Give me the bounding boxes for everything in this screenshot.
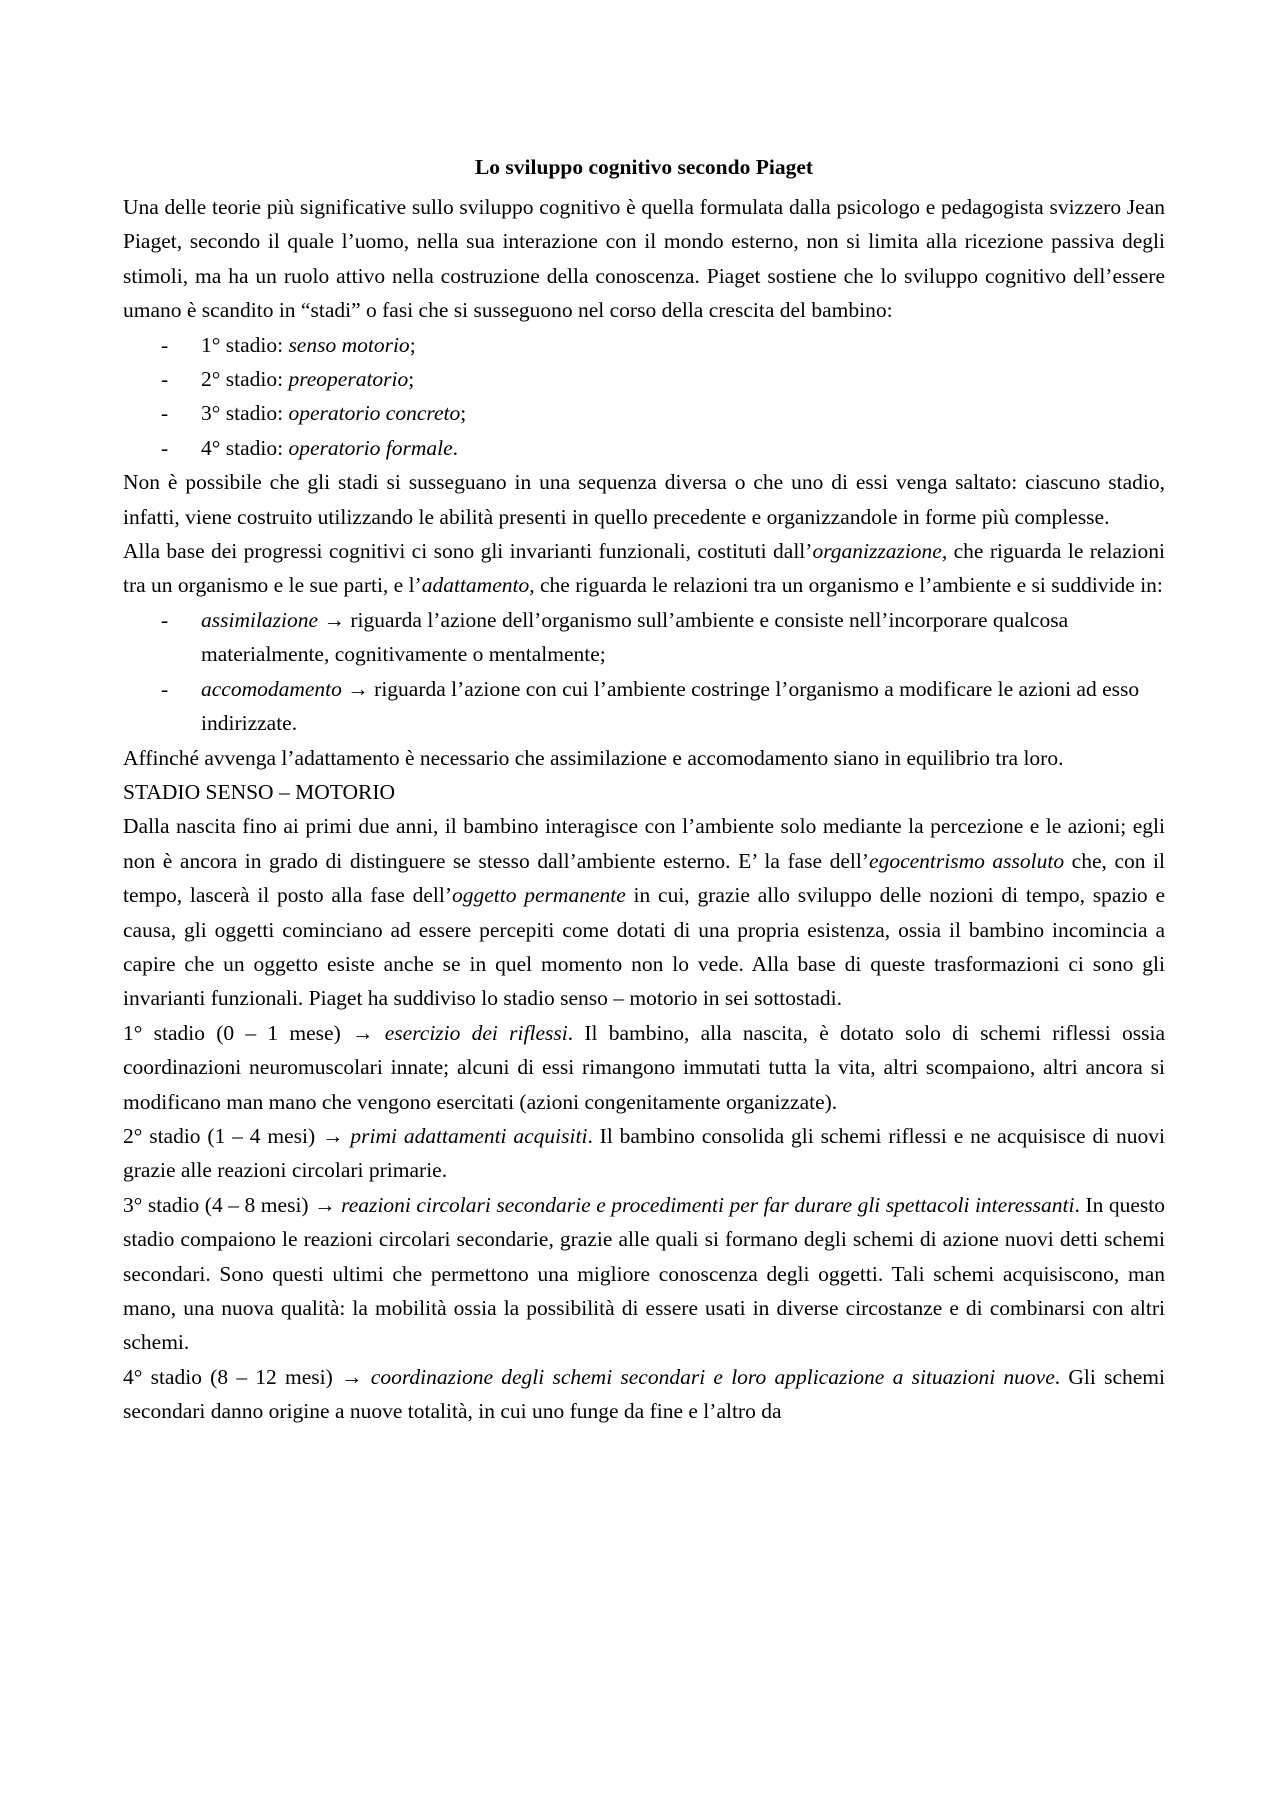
stage-name: preoperatorio (288, 367, 409, 392)
term: assimilazione (201, 607, 319, 632)
list-item: - 2° stadio: preoperatorio; (161, 367, 415, 392)
section-heading: STADIO SENSO – MOTORIO (123, 779, 396, 804)
substage-paragraph: 1° stadio (0 – 1 mese) → esercizio dei riflessi. Il bambino, alla nascita, è dotato solo di schemi riflessi ossia coordinazioni neuromuscolari innate; alcuni di essi rimangono immutati tutta la vita, altri scompaiono, altri ancora si modificano man mano che vengono esercitati (azioni congenitamente organizzate). (123, 1020, 1166, 1114)
page-title: Lo sviluppo cognitivo secondo Piaget (474, 155, 814, 179)
adaptation-list (123, 603, 1165, 741)
stage-name: operatorio formale (288, 435, 453, 460)
arrow-icon: → (318, 607, 351, 632)
list-item: - assimilazione → riguarda l’azione dell’organismo sull’ambiente e consiste nell’incorporare qualcosa materialmente, cognitivamente o mentalmente; (161, 607, 1069, 667)
term: accomodamento (201, 676, 342, 701)
sensomotor-paragraph: Dalla nascita fino ai primi due anni, il bambino interagisce con l’ambiente solo mediante la percezione e le azioni; egli non è ancora in grado di distinguere se stesso dall’ambiente esterno. E’ la fase dell’egocentrismo assoluto che, con il tempo, lascerà il posto alla fase dell’oggetto permanente in cui, grazie allo sviluppo delle nozioni di tempo, spazio e causa, gli oggetti cominciano ad essere percepiti come dotati di una propria esistenza, ossia il bambino incomincia a capire che un oggetto esiste anche se in quel momento non lo vede. Alla base di queste trasformazioni ci sono gli invarianti funzionali. Piaget ha suddiviso lo stadio senso – motorio in sei sottostadi. (123, 814, 1165, 1011)
invariants-paragraph: Alla base dei progressi cognitivi ci sono gli invarianti funzionali, costituti dall’organizzazione, che riguarda le relazioni tra un organismo e le sue parti, e l’adattamento, che riguarda le relazioni tra un organismo e l’ambiente e si suddivide in: (123, 539, 1165, 598)
list-item: - 4° stadio: operatorio formale. (161, 435, 459, 460)
sequence-paragraph: Non è possibile che gli stadi si susseguano in una sequenza diversa o che uno di essi venga saltato: ciascuno stadio, infatti, viene costruito utilizzando le abilità presenti in quello precedente e organizzandole in forme più complesse. (123, 470, 1165, 529)
stages-list (123, 328, 1165, 466)
document-body (123, 150, 1165, 1429)
equilibrium-paragraph: Affinché avvenga l’adattamento è necessario che assimilazione e accomodamento siano in equilibrio tra loro. (123, 745, 1064, 770)
arrow-icon: → (341, 676, 375, 701)
stage-name: operatorio concreto (288, 401, 461, 426)
list-item: - 1° stadio: senso motorio; (161, 332, 416, 357)
substage-paragraph: 3° stadio (4 – 8 mesi) → reazioni circolari secondarie e procedimenti per far durare gli spettacoli interessanti. In questo stadio compaiono le reazioni circolari secondarie, grazie alle quali si formano degli schemi di azione nuovi detti schemi secondari. Sono questi ultimi che permettono una migliore conoscenza degli oggetti. Tali schemi acquisiscono, man mano, una nuova qualità: la mobilità ossia la possibilità di essere usati in diverse circostanze e di combinarsi con altri schemi. (123, 1192, 1165, 1355)
substage-paragraph: 4° stadio (8 – 12 mesi) → coordinazione degli schemi secondari e loro applicazione a situazioni nuove. Gli schemi secondari danno origine a nuove totalità, in cui uno funge da fine e l’altro da (123, 1364, 1165, 1424)
list-item: - 3° stadio: operatorio concreto; (161, 401, 467, 426)
list-item: - accomodamento → riguarda l’azione con cui l’ambiente costringe l’organismo a modificare le azioni ad esso indirizzate. (161, 676, 1140, 736)
intro-paragraph: Una delle teorie più significative sullo sviluppo cognitivo è quella formulata dalla psicologo e pedagogista svizzero Jean Piaget, secondo il quale l’uomo, nella sua interazione con il mondo esterno, non si limita alla ricezione passiva degli stimoli, ma ha un ruolo attivo nella costruzione della conoscenza. Piaget sostiene che lo sviluppo cognitivo dell’essere umano è scandito in “stadi” o fasi che si susseguono nel corso della crescita del bambino: (123, 195, 1165, 323)
stage-name: senso motorio (288, 332, 410, 357)
substage-paragraph: 2° stadio (1 – 4 mesi) → primi adattamenti acquisiti. Il bambino consolida gli schemi riflessi e ne acquisisce di nuovi grazie alle reazioni circolari primarie. (123, 1123, 1165, 1183)
